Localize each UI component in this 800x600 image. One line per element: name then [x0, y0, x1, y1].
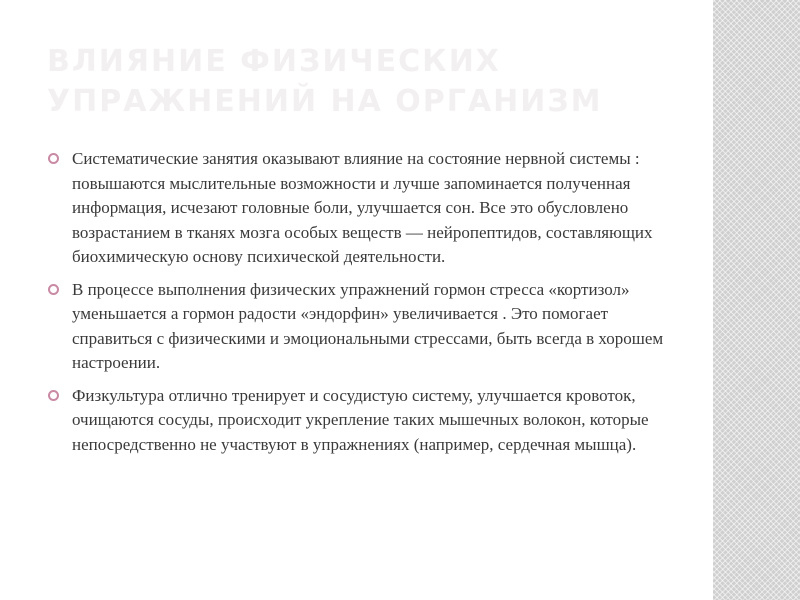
- slide-title: [47, 42, 687, 122]
- decorative-side-panel: [713, 0, 800, 600]
- ring-bullet-icon: [48, 284, 59, 295]
- ring-bullet-icon: [48, 153, 59, 164]
- bullet-text: В процессе выполнения физических упражнений гормон стресса «кортизол» уменьшается а гормон радости «эндорфин» увеличивается . Это помогает справиться с физическими и эмоциональными стрессами, быть всегда в хорошем настроении.: [72, 279, 664, 372]
- bullet-list: [47, 147, 677, 465]
- bullet-item: [47, 278, 677, 376]
- slide-title-line-2: УПРАЖНЕНИЙ НА ОРГАНИЗМ: [47, 84, 603, 119]
- bullet-item: [47, 384, 677, 458]
- bullet-text: Физкультура отлично тренирует и сосудистую систему, улучшается кровоток, очищаются сосуды, происходит укрепление таких мышечных волокон, которые непосредственно не участвуют в упражнениях (например, сердечная мышца).: [72, 385, 649, 454]
- slide-title-line-1: ВЛИЯНИЕ ФИЗИЧЕСКИХ: [47, 44, 501, 79]
- bullet-item: [47, 147, 677, 270]
- bullet-text: Систематические занятия оказывают влияние на состояние нервной системы : повышаются мыслительные возможности и лучше запоминается полученная информация, исчезают головные боли, улучшается сон. Все это обусловлено возрастанием в тканях мозга особых веществ — нейропептидов, составляющих биохимическую основу психической деятельности.: [72, 149, 653, 266]
- ring-bullet-icon: [48, 390, 59, 401]
